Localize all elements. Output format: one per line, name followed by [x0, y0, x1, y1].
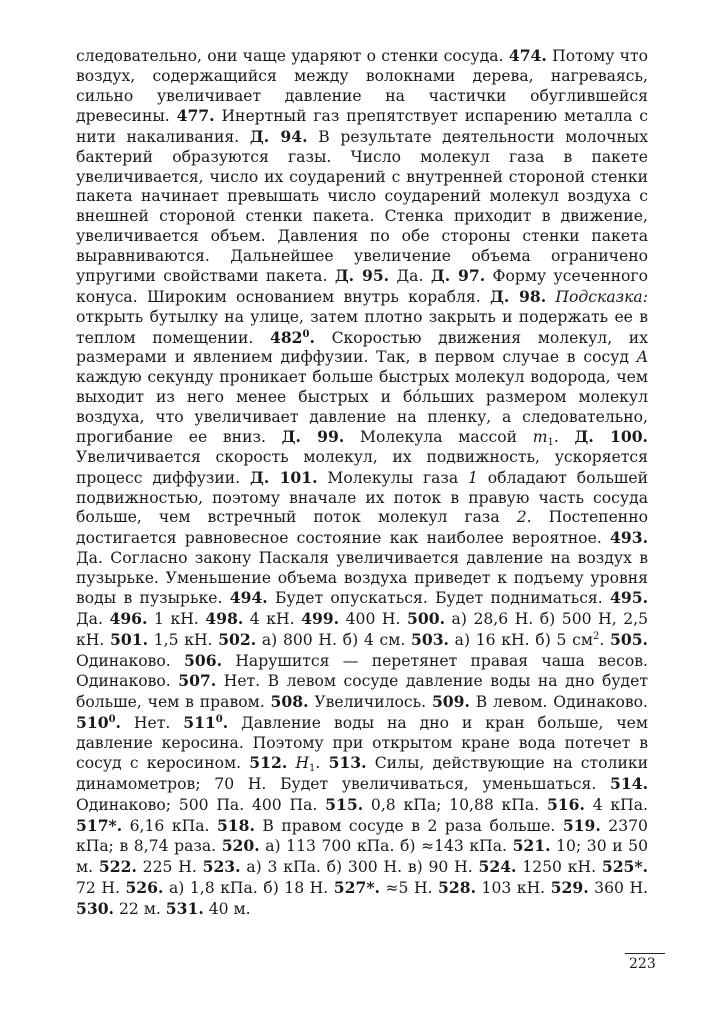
answer-text: Силы, действующие на столики динамометров; 70 Н. Будет увеличиваться, уменьшаться. — [76, 754, 648, 793]
answer-number: 518. — [216, 815, 255, 835]
subscript: 1 — [309, 763, 316, 775]
answer-number-dot: . — [222, 712, 229, 732]
answer-number: 531. — [165, 898, 204, 918]
answer-text: 2370 кПа; в 8,74 раза. — [76, 816, 648, 856]
answer-number: 512. — [249, 753, 288, 773]
answer-number: 516. — [546, 794, 585, 814]
answer-text: а) 16 кН. б) 5 см — [448, 630, 593, 649]
answer-text: 360 Н. — [588, 878, 649, 897]
answer-text: Скоростью движения молекул, их размерами и явлением диффузии. Так, в первом случае в сосуд — [76, 328, 648, 367]
answer-number: 520. — [221, 836, 260, 856]
math-symbol: 2 — [516, 508, 527, 527]
answer-number: 521. — [512, 836, 551, 856]
answer-number: 515. — [325, 794, 364, 814]
page-number-rule — [625, 953, 665, 954]
answer-text: Одинаково; 500 Па. 400 Па. — [76, 795, 326, 814]
answer-text: 1,5 кН. — [148, 630, 219, 649]
answer-number: 530. — [76, 898, 114, 918]
answer-number: Д. 100. — [574, 427, 648, 447]
answer-text: а) 113 700 кПа. б) ≈143 кПа. — [259, 837, 513, 856]
answer-text: Молекулы газа — [317, 468, 469, 487]
answer-text: 103 кН. — [476, 878, 551, 897]
superscript: 0 — [215, 713, 223, 725]
answer-text: каждую секунду проникает больше быстрых молекул водорода, чем выходит из него менее быстрых и бо́льших размером молекул воздуха, что увеличивает давление на пленку, а следовательно, прогибание ее вниз. — [76, 368, 648, 447]
answer-number: 509. — [431, 692, 470, 711]
answer-text: Будет опускаться. Будет подниматься. — [267, 589, 611, 608]
answer-text: 22 м. — [113, 899, 166, 918]
answer-text: следовательно, они чаще ударяют о стенки сосуда. — [76, 47, 509, 65]
answer-number: 522. — [98, 857, 137, 876]
answer-number: Д. 95. — [334, 266, 390, 286]
answer-number: 505. — [610, 629, 648, 649]
superscript: 2 — [592, 630, 600, 642]
answer-number: 526. — [125, 877, 164, 897]
answer-number: Д. 101. — [249, 467, 318, 487]
answer-text: а) 800 Н. б) 4 см. — [256, 630, 411, 649]
answer-text: В левом. Одинаково. — [469, 693, 648, 711]
answer-text: Нет. В левом сосуде давление воды на дно будет больше, чем в правом. — [76, 672, 648, 711]
answer-text: а) 1,8 кПа. б) 18 Н. — [163, 878, 334, 897]
answer-text: обладают большей подвижностью, поэтому вначале их поток в правую часть сосуда больше, чем встречный поток молекул газа — [76, 468, 648, 527]
answer-text: Увеличивается скорость молекул, их подвижность, ускоряется процесс диффузии. — [76, 448, 648, 487]
answer-text: 1 кН. — [147, 610, 206, 628]
answer-text: а) 28,6 Н. б) 500 Н, 2,5 кН. — [76, 610, 648, 649]
math-symbol: m — [532, 428, 548, 447]
answer-number: 493. — [610, 528, 648, 547]
answer-text: Нет. — [120, 713, 184, 732]
answer-text: ≈5 Н. — [379, 878, 439, 897]
subscript: 1 — [547, 437, 554, 449]
answer-text: . — [599, 630, 610, 649]
answer-text: 0,8 кПа; 10,88 кПа. — [363, 795, 547, 814]
hint-label: Подсказка: — [555, 288, 648, 306]
superscript: 0 — [108, 713, 116, 725]
answer-text: 40 м. — [203, 899, 251, 918]
answer-text: Да. — [76, 610, 110, 628]
answer-text: Увеличилось. — [308, 693, 432, 711]
answer-number: Д. 99. — [281, 427, 345, 447]
answer-number: Д. 97. — [430, 266, 486, 286]
answer-text: Да. — [389, 267, 431, 286]
answer-number: 502. — [218, 629, 257, 649]
answer-number: 501. — [110, 629, 148, 649]
answer-number: Д. 98. — [489, 287, 547, 306]
answer-number: 523. — [202, 857, 241, 876]
answer-number: 514. — [610, 774, 648, 793]
answer-text: Нарушится — перетянет правая чаша весов. Одинаково. — [76, 651, 649, 691]
answer-text: Молекула массой — [344, 428, 533, 447]
answer-number: 494. — [229, 588, 268, 608]
answer-number: 477. — [176, 106, 215, 126]
answer-number: 525*. — [601, 857, 648, 876]
superscript: 0 — [302, 328, 310, 340]
answer-number: 517*. — [76, 815, 123, 835]
answer-number: 524. — [478, 857, 517, 876]
answer-number-dot: . — [115, 712, 121, 732]
answer-text: 6,16 кПа. — [122, 816, 217, 835]
answers-paragraph — [76, 46, 648, 919]
answer-number: 499. — [301, 609, 340, 628]
answer-number-value: 511 — [183, 712, 216, 732]
answer-text: а) 3 кПа. б) 300 Н. в) 90 Н. — [240, 858, 479, 876]
answers-text — [76, 46, 648, 919]
math-symbol: A — [636, 348, 648, 367]
answer-number: 507. — [178, 671, 217, 691]
answer-text: 400 Н. — [339, 610, 408, 628]
answer-number: 506. — [184, 650, 223, 670]
page-number: 223 — [629, 956, 656, 972]
answer-text: Да. Согласно закону Паскаля увеличивается давление на воздух в пузырьке. Уменьшение объема воздуха приведет к подъему уровня воды в пузырьке. — [76, 548, 648, 608]
answer-number: 498. — [205, 609, 244, 628]
answer-text: В результате деятельности молочных бактерий образуются газы. Число молекул газа в пакете увеличивается, число их соударений с внутренней стороной стенки пакета начинает превышать число соударений молекул воздуха с внешней стороной стенки пакета. Стенка приходит в движение, увеличивается объем. Давления по обе стороны стенки пакета выравниваются. Дальнейшее увеличение объема ограничено упругими свойствами пакета. — [76, 128, 648, 286]
answer-text: Форму усеченного конуса. Широким основанием внутрь корабля. — [76, 267, 648, 306]
math-symbol: H — [295, 754, 310, 773]
answer-number: 500. — [407, 609, 445, 628]
answer-text: . — [315, 754, 329, 773]
answer-text: 72 Н. — [76, 878, 126, 897]
answer-text: В правом сосуде в 2 раза больше. — [254, 816, 563, 835]
answer-number: 528. — [438, 877, 477, 897]
answer-text: открыть бутылку на улице, затем плотно закрыть и подержать ее в теплом помещении. — [76, 307, 648, 347]
answer-text: Давление воды на дно и кран больше, чем давление керосина. Поэтому при открытом кране вода потечет в сосуд с керосином. — [76, 713, 648, 773]
math-symbol: 1 — [468, 468, 478, 487]
answer-number: 529. — [550, 877, 589, 897]
answer-text: Потому что воздух, содержащийся между волокнами дерева, нагреваясь, сильно увеличивает давление на частички обуглившейся древесины. — [76, 47, 649, 126]
answer-number: Д. 94. — [249, 127, 308, 146]
answer-number — [76, 713, 121, 732]
answer-number: 495. — [610, 588, 649, 608]
answer-number: 519. — [562, 815, 601, 835]
answer-text: 225 Н. — [136, 858, 203, 876]
answer-text: 10; 30 и 50 м. — [76, 837, 648, 876]
answer-text: 4 кПа. — [584, 795, 648, 814]
answer-text: 4 кН. — [243, 610, 302, 628]
answer-number — [183, 713, 228, 732]
answer-number: 513. — [328, 753, 367, 773]
answer-number: 508. — [270, 692, 309, 711]
answer-number: 474. — [508, 46, 547, 65]
answer-number: 496. — [109, 609, 148, 628]
answer-number — [270, 328, 315, 347]
answer-text: Одинаково. — [76, 651, 185, 670]
answer-number-value: 482 — [269, 327, 303, 347]
answer-number: 527*. — [333, 877, 380, 897]
answer-text: 1250 кН. — [516, 858, 602, 876]
answer-text: . — [553, 428, 575, 447]
answer-number: 503. — [411, 629, 449, 649]
answer-number-value: 510 — [76, 712, 109, 732]
answer-text: . Постепенно достигается равновесное состояние как наиболее вероятное. — [76, 508, 648, 547]
answer-text: Инертный газ препятствует испарению металла с нити накаливания. — [76, 107, 648, 146]
answer-number-dot: . — [309, 327, 315, 347]
